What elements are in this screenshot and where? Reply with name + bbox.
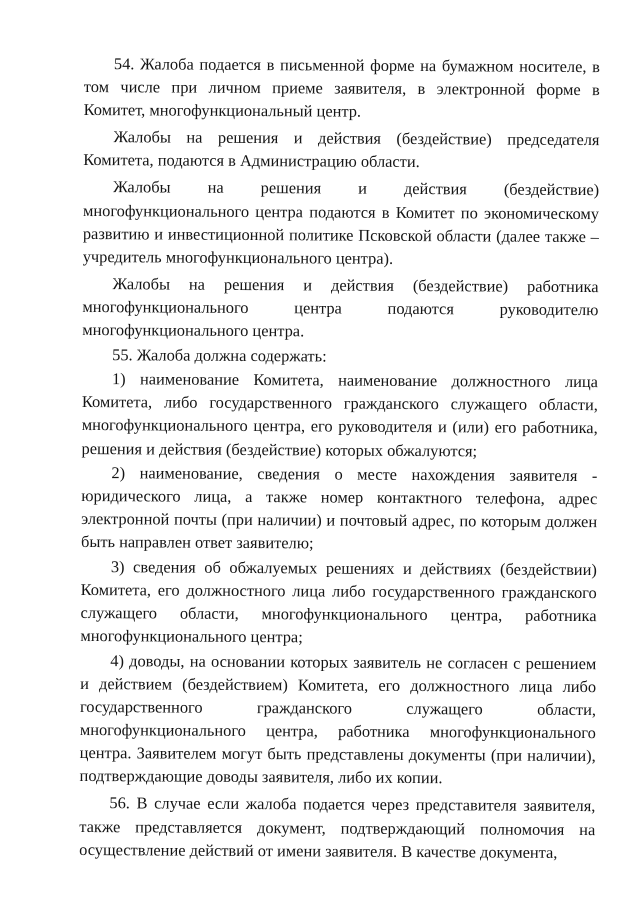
paragraph-55-item-3: 3) сведения об обжалуемых решениях и действиях (бездействии) Комитета, его должностного лица либо государственного гражданского служащего области, многофункционального центра, работника многофункционального центра; (80, 557, 597, 647)
paragraph-55-item-4: 4) доводы, на основании которых заявитель не согласен с решением и действием (бездействием) Комитета, его должностного лица либо государственного гражданского служащего области, многофункционального центра, работника многофункционального центра. Заявителем могут быть представлены документы (при наличии), подтверждающие доводы заявителя, либо их копии. (79, 651, 597, 788)
paragraph-complaint-mfc: Жалобы на решения и действия (бездействие) многофункционального центра подаются в Комитет по экономическому развитию и инвестиционной политике Псковской области (далее также – учредитель многофункционального центра). (82, 177, 600, 268)
document-page (79, 52, 600, 865)
paragraph-55: 55. Жалоба должна содержать: (112, 344, 327, 366)
paragraph-55-item-1: 1) наименование Комитета, наименование должностного лица Комитета, либо государственного гражданского служащего области, многофункционального центра, его руководителя и (или) его работника, решения и действия (бездействие) которых обжалуются; (81, 369, 599, 460)
paragraph-complaint-mfc-worker: Жалобы на решения и действия (бездействие) работника многофункционального центра подаются руководителю многофункционального центра. (82, 274, 599, 341)
paragraph-complaint-chairman: Жалобы на решения и действия (бездействие) председателя Комитета, подаются в Администрацию области. (83, 127, 600, 172)
paragraph-54: 54. Жалоба подается в письменной форме на бумажном носителе, в том числе при личном приеме заявителя, в электронной форме в Комитет, многофункциональный центр. (83, 54, 600, 121)
paragraph-56: 56. В случае если жалоба подается через представителя заявителя, также представляется документ, подтверждающий полномочия на осуществление действий от имени заявителя. В качестве документа, (79, 793, 596, 862)
paragraph-55-item-2: 2) наименование, сведения о месте нахождения заявителя - юридического лица, а также номер контактного телефона, адрес электронной почты (при наличии) и почтовый адрес, по которым должен быть направлен ответ заявителю; (80, 463, 598, 553)
